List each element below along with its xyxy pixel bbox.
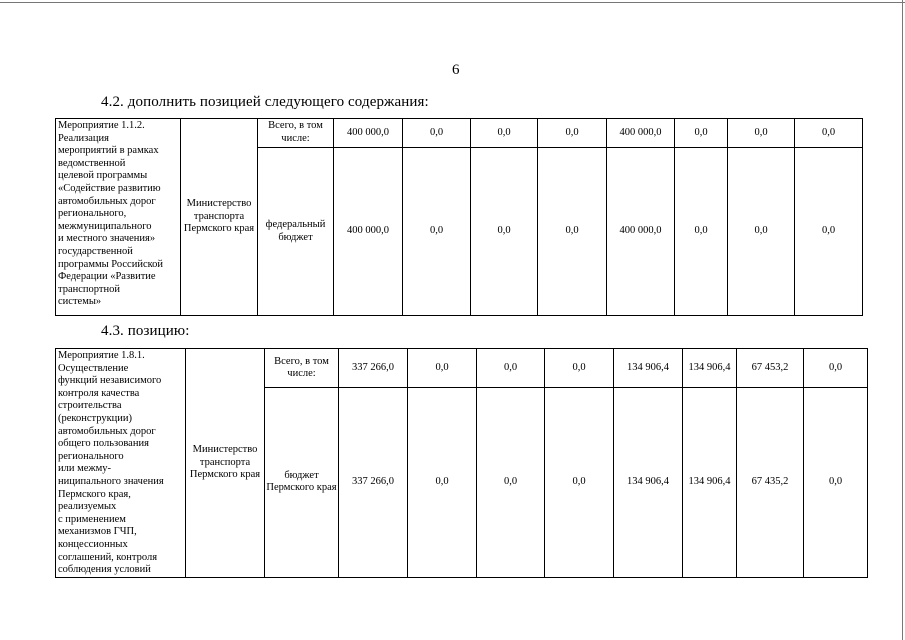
description-line: концессионных: [58, 538, 128, 550]
description-line: Осуществление: [58, 362, 129, 374]
value-cell: 0,0: [477, 349, 545, 388]
description-line: Мероприятие 1.8.1.: [58, 350, 145, 361]
value-cell: 400 000,0: [607, 119, 675, 148]
value-cell: 0,0: [804, 388, 868, 577]
funding-source-total: Всего, в том числе:: [258, 119, 334, 148]
funding-source: бюджет Пермского края: [265, 388, 339, 577]
value-cell: 134 906,4: [614, 349, 683, 388]
description-line: механизмов ГЧП,: [58, 526, 137, 538]
description-line: реализуемых: [58, 501, 117, 513]
measure-description: [56, 349, 186, 578]
value-cell: 400 000,0: [334, 119, 403, 148]
value-cell: 67 453,2: [737, 349, 804, 388]
description-line: ведомственной: [58, 157, 126, 169]
page-number: 6: [452, 62, 460, 78]
description-line: или межму-: [58, 463, 112, 475]
description-line: с применением: [58, 513, 126, 525]
description-line: Мероприятие 1.1.2.: [58, 120, 145, 131]
executor-cell: Министерство транспорта Пермского края: [181, 119, 258, 316]
description-line: Федерации «Развитие: [58, 271, 156, 283]
value-cell: 67 435,2: [737, 388, 804, 577]
description-line: Пермского края,: [58, 488, 131, 500]
description-line: регионального: [58, 450, 124, 462]
description-line: автомобильных дорог: [58, 195, 156, 207]
scan-edge-top: [0, 2, 905, 3]
description-line: государственной: [58, 245, 133, 257]
value-cell: 0,0: [403, 148, 471, 316]
description-line: функций независимого: [58, 375, 162, 387]
value-cell: 0,0: [795, 119, 863, 148]
funding-source: федеральный бюджет: [258, 148, 334, 316]
description-line: мероприятий в рамках: [58, 145, 159, 157]
description-line: автомобильных дорог: [58, 425, 156, 437]
description-line: межмуниципального: [58, 220, 152, 232]
value-cell: 0,0: [538, 119, 607, 148]
description-line: ниципального значения: [58, 475, 164, 487]
description-line: контроля качества: [58, 387, 140, 399]
value-cell: 0,0: [408, 349, 477, 388]
value-cell: 0,0: [728, 119, 795, 148]
table-position-4-3: [55, 348, 868, 578]
value-cell: 0,0: [675, 148, 728, 316]
value-cell: 0,0: [545, 388, 614, 577]
executor-cell: Министерство транспорта Пермского края: [186, 349, 265, 578]
description-line: соблюдения условий: [58, 564, 151, 576]
value-cell: 337 266,0: [339, 349, 408, 388]
value-cell: 0,0: [728, 148, 795, 316]
value-cell: 0,0: [477, 388, 545, 577]
value-cell: 0,0: [403, 119, 471, 148]
value-cell: 134 906,4: [614, 388, 683, 577]
table-row: [56, 119, 863, 148]
value-cell: 134 906,4: [683, 388, 737, 577]
description-line: программы Российской: [58, 258, 164, 270]
value-cell: 0,0: [538, 148, 607, 316]
description-line: соглашений, контроля: [58, 551, 158, 563]
table-position-4-2: [55, 118, 863, 316]
description-line: Реализация: [58, 132, 109, 144]
funding-source-total: Всего, в том числе:: [265, 349, 339, 388]
value-cell: 0,0: [675, 119, 728, 148]
description-line: (реконструкции): [58, 412, 133, 424]
description-line: строительства: [58, 400, 122, 412]
value-cell: 400 000,0: [334, 148, 403, 316]
value-cell: 0,0: [408, 388, 477, 577]
table-row: [56, 349, 868, 388]
value-cell: 337 266,0: [339, 388, 408, 577]
value-cell: 0,0: [545, 349, 614, 388]
section-heading-4-3: 4.3. позицию:: [101, 323, 190, 339]
description-line: системы»: [58, 296, 102, 308]
value-cell: 400 000,0: [607, 148, 675, 316]
value-cell: 134 906,4: [683, 349, 737, 388]
value-cell: 0,0: [471, 148, 538, 316]
description-line: целевой программы: [58, 170, 148, 182]
description-line: и местного значения»: [58, 233, 156, 245]
description-line: общего пользования: [58, 438, 149, 450]
scan-edge-right: [902, 0, 903, 640]
description-line: транспортной: [58, 283, 120, 295]
value-cell: 0,0: [804, 349, 868, 388]
value-cell: 0,0: [795, 148, 863, 316]
description-line: регионального,: [58, 208, 127, 220]
value-cell: 0,0: [471, 119, 538, 148]
description-line: «Содействие развитию: [58, 182, 161, 194]
section-heading-4-2: 4.2. дополнить позицией следующего содержания:: [101, 94, 429, 110]
measure-description: [56, 119, 181, 316]
